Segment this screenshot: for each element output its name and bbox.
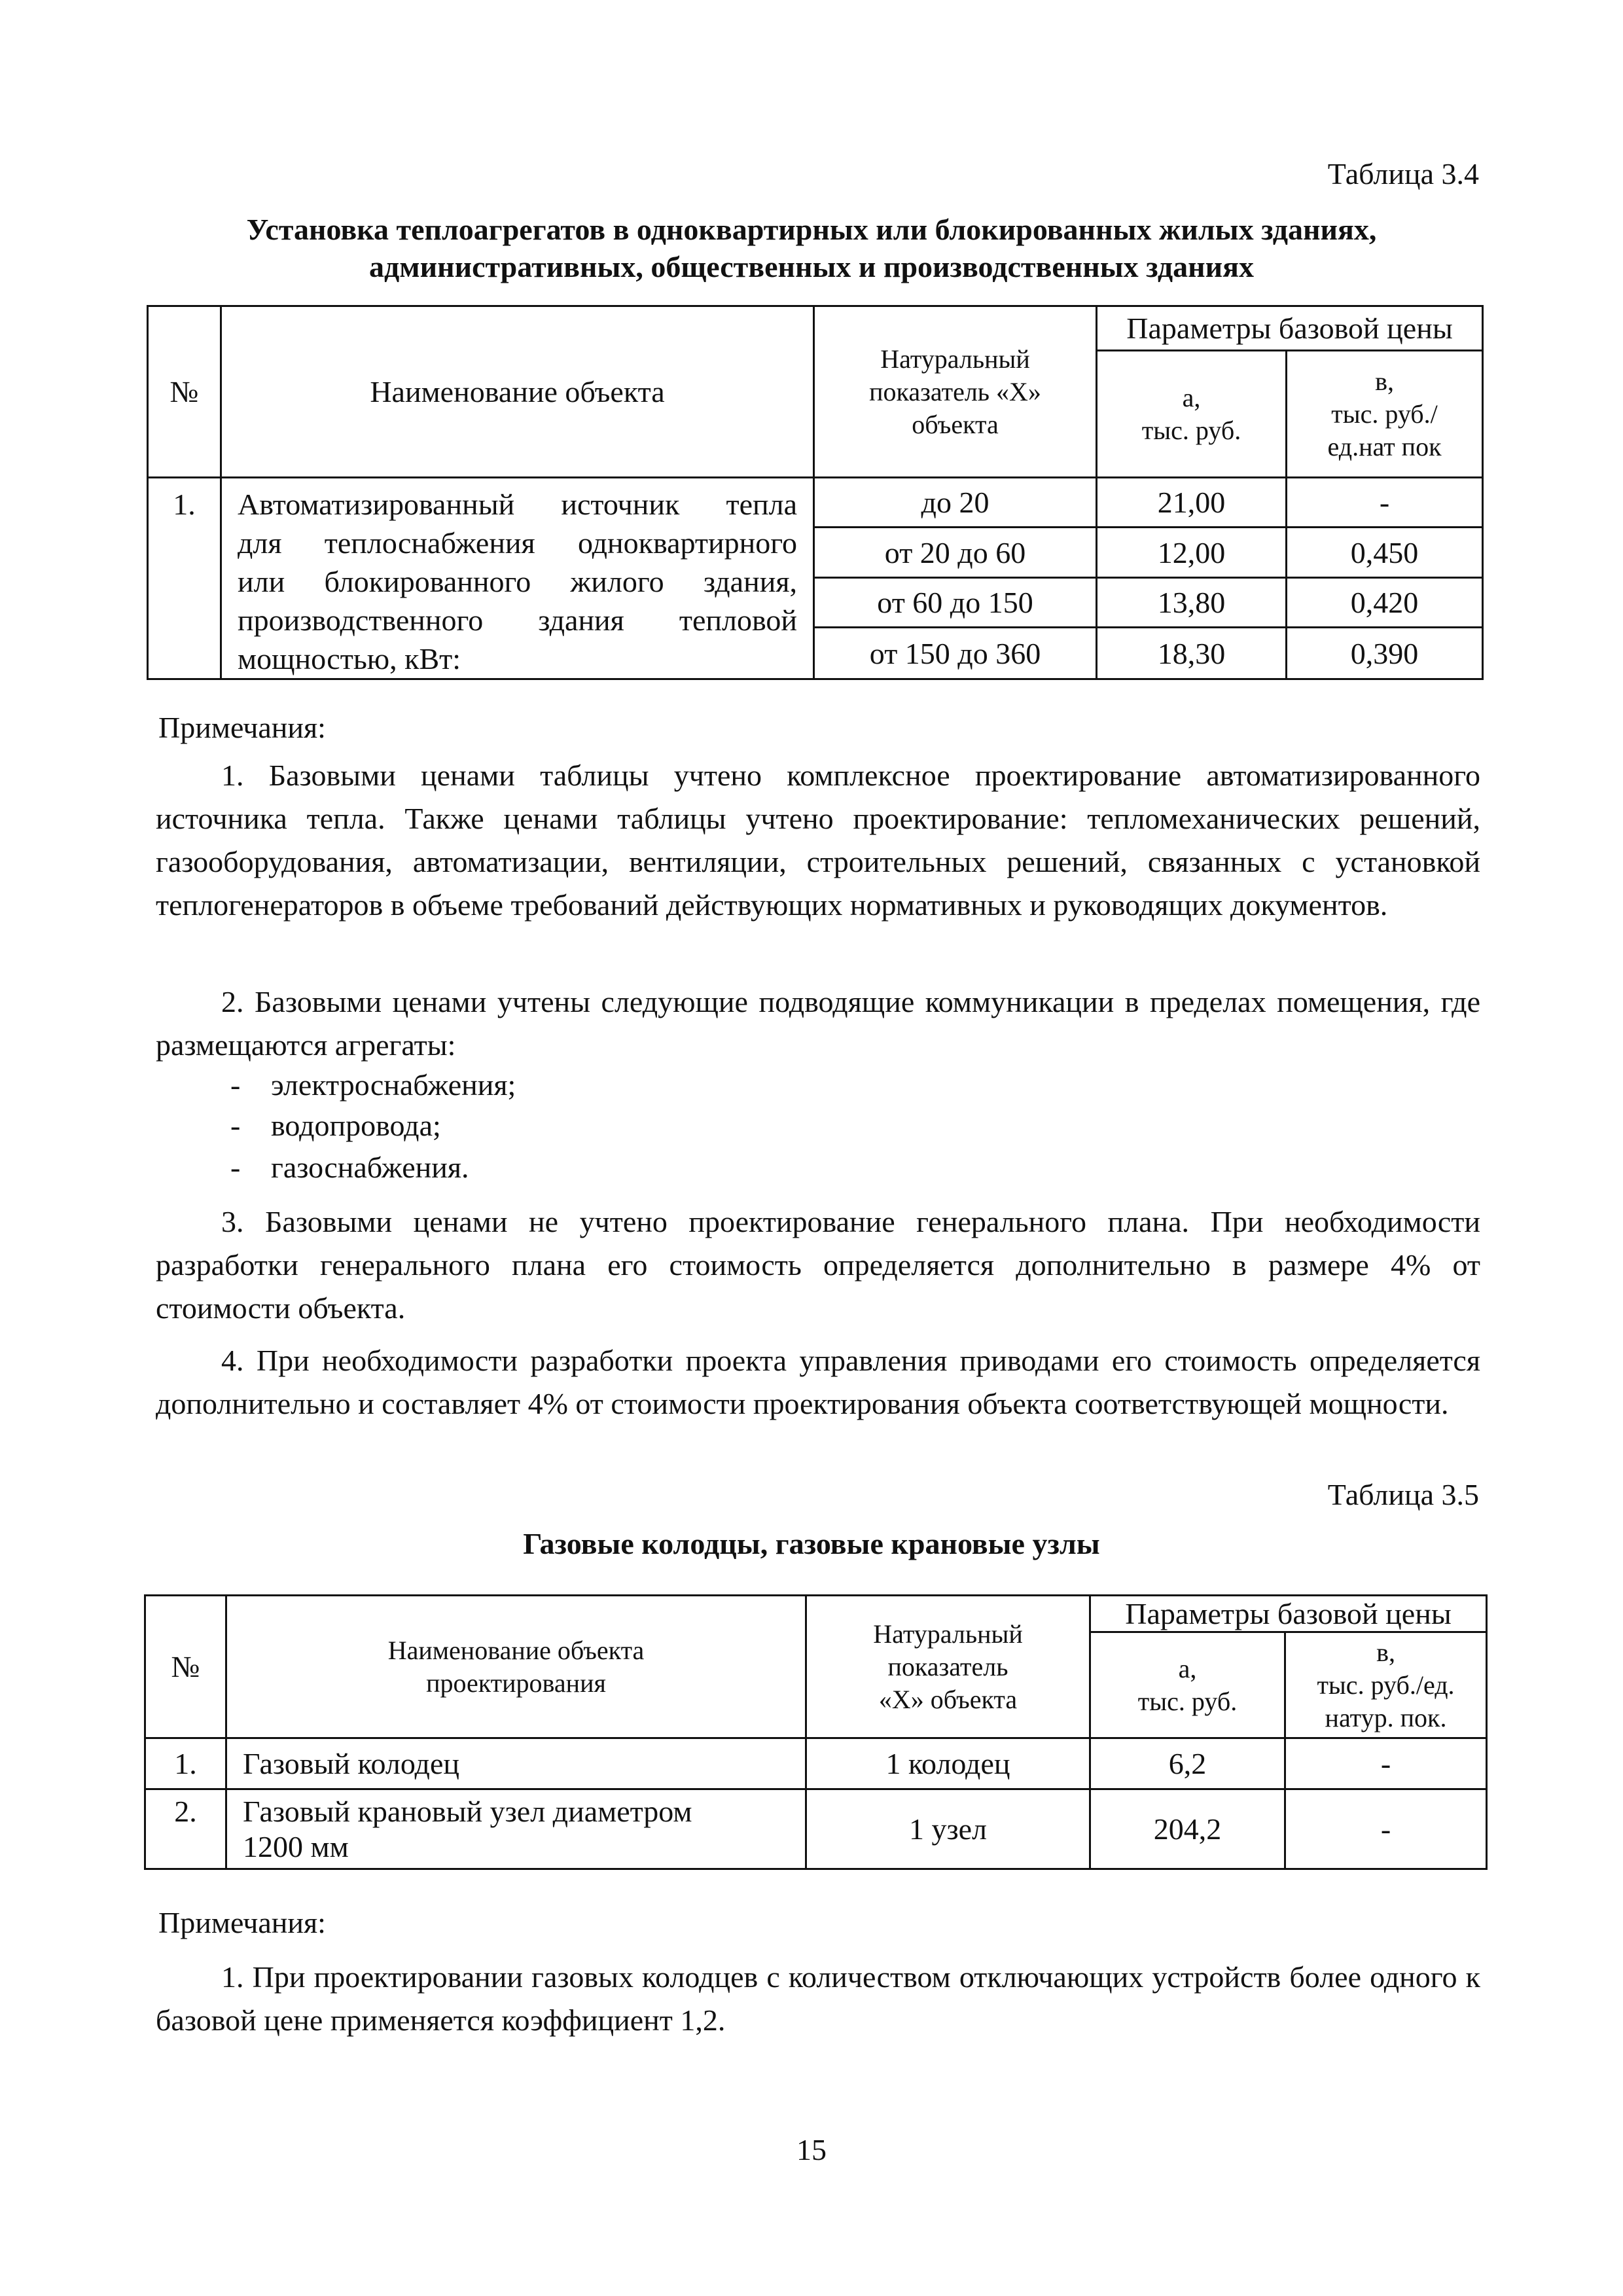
header-a — [1097, 351, 1287, 478]
row-2-name-line-1: Газовый крановый узел диаметром — [243, 1794, 692, 1828]
bullet-text: газоснабжения. — [271, 1151, 469, 1184]
header-a — [1090, 1632, 1285, 1738]
header-b — [1285, 1632, 1487, 1738]
row-3-a: 13,80 — [1097, 577, 1287, 627]
row-2-x: 1 узел — [806, 1789, 1090, 1869]
row-1-a: 21,00 — [1097, 478, 1287, 528]
row-2-a: 12,00 — [1097, 528, 1287, 577]
row-name-line-1: Автоматизированный источник тепла — [238, 488, 797, 521]
bullet-dash: - — [230, 1151, 241, 1184]
header-name-line-2: проектирования — [426, 1668, 606, 1698]
header-natural — [806, 1596, 1090, 1738]
header-a-line-2: тыс. руб. — [1137, 1686, 1238, 1716]
table-3-5-title: Газовые колодцы, газовые крановые узлы — [523, 1527, 1100, 1560]
bullet-item — [230, 1149, 469, 1186]
header-b-line-3: натур. пок. — [1325, 1702, 1447, 1732]
header-natural-line-1: Натуральный — [880, 344, 1030, 374]
header-num: № — [148, 306, 221, 478]
note-1: 1. При проектировании газовых колодцев с количеством отключающих устройств более одного к базовой цене применяется коэффициент 1,2. — [156, 1960, 1480, 2037]
row-1-num: 1. — [145, 1738, 226, 1789]
header-natural-line-1: Натуральный — [873, 1619, 1023, 1649]
header-natural-line-2: показатель «Х» — [869, 376, 1041, 406]
bullet-text: электроснабжения; — [271, 1068, 516, 1102]
table-3-4 — [147, 305, 1484, 680]
row-1-name-line-1: Газовый колодец — [243, 1747, 459, 1780]
row-4-a: 18,30 — [1097, 628, 1287, 679]
table-3-4-title-line-1: Установка теплоагрегатов в одноквартирных или блокированных жилых зданиях, — [246, 213, 1377, 246]
bullet-text: водопровода; — [271, 1109, 441, 1142]
header-a-line-2: тыс. руб. — [1141, 415, 1241, 445]
row-2-num: 2. — [145, 1789, 226, 1869]
row-3-b: 0,420 — [1287, 577, 1483, 627]
bullet-item — [230, 1107, 441, 1144]
note-3: 3. Базовыми ценами не учтено проектирование генерального плана. При необходимости разработки генерального плана его стоимость определяется дополнительно в размере 4% от стоимости объекта. — [156, 1205, 1480, 1325]
bullet-dash: - — [230, 1068, 241, 1102]
row-1-b: - — [1287, 478, 1483, 528]
row-name — [221, 478, 814, 679]
table-3-5 — [144, 1594, 1488, 1870]
row-2-b: 0,450 — [1287, 528, 1483, 577]
table-3-4-title — [131, 211, 1492, 285]
header-num: № — [145, 1596, 226, 1738]
row-1-a: 6,2 — [1090, 1738, 1285, 1789]
row-3-x: от 60 до 150 — [814, 577, 1097, 627]
row-2-b: - — [1285, 1789, 1487, 1869]
row-2-name-line-2: 1200 мм — [243, 1829, 349, 1863]
table-3-4-caption: Таблица 3.4 — [1327, 157, 1479, 190]
header-b-line-1: в, — [1376, 1637, 1395, 1667]
page-number: 15 — [796, 2133, 827, 2166]
header-b-line-3: ед.нат пок — [1327, 431, 1442, 461]
table-row — [148, 478, 1483, 528]
header-params: Параметры базовой цены — [1090, 1596, 1487, 1632]
header-natural — [814, 306, 1097, 478]
note-4: 4. При необходимости разработки проекта управления приводами его стоимость определяется дополнительно и составляет 4% от стоимости проектирования объекта соответствующей мощности. — [156, 1344, 1480, 1420]
row-2-a: 204,2 — [1090, 1789, 1285, 1869]
header-b — [1287, 351, 1483, 478]
header-name: Наименование объекта — [221, 306, 814, 478]
row-2-x: от 20 до 60 — [814, 528, 1097, 577]
header-params: Параметры базовой цены — [1097, 306, 1483, 351]
bullet-item — [230, 1067, 516, 1103]
row-1-x: до 20 — [814, 478, 1097, 528]
header-natural-line-3: «Х» объекта — [878, 1684, 1018, 1714]
note-2: 2. Базовыми ценами учтены следующие подводящие коммуникации в пределах помещения, где размещаются агрегаты: — [156, 985, 1480, 1062]
row-1-x: 1 колодец — [806, 1738, 1090, 1789]
row-1-b: - — [1285, 1738, 1487, 1789]
header-a-line-1: а, — [1178, 1653, 1197, 1683]
row-name-line-5: мощностью, кВт: — [238, 642, 461, 675]
notes-heading: Примечания: — [158, 711, 326, 744]
header-natural-line-3: объекта — [912, 409, 999, 439]
header-name-line-1: Наименование объекта — [387, 1635, 645, 1665]
table-3-4-title-line-2: административных, общественных и производственных зданиях — [368, 250, 1254, 283]
bullet-dash: - — [230, 1109, 241, 1142]
notes-heading: Примечания: — [158, 1906, 326, 1939]
row-4-x: от 150 до 360 — [814, 628, 1097, 679]
table-row — [145, 1789, 1487, 1869]
row-name-line-3: или блокированного жилого здания, — [238, 565, 797, 598]
header-b-line-1: в, — [1375, 366, 1394, 396]
row-2-name — [226, 1789, 806, 1869]
row-4-b: 0,390 — [1287, 628, 1483, 679]
row-1-name — [226, 1738, 806, 1789]
header-name — [226, 1596, 806, 1738]
header-b-line-2: тыс. руб./ед. — [1317, 1670, 1455, 1700]
row-name-line-4: производственного здания тепловой — [238, 603, 797, 637]
table-3-5-caption: Таблица 3.5 — [1327, 1478, 1479, 1511]
note-1: 1. Базовыми ценами таблицы учтено комплексное проектирование автоматизированного источника тепла. Также ценами таблицы учтено проектирование: тепломеханических решений, газооборудования, автоматизации, вентиляции, строительных решений, связанных с установкой теплогенераторов в объеме требований действующих нормативных и руководящих документов. — [156, 759, 1480, 922]
header-natural-line-2: показатель — [887, 1651, 1008, 1681]
header-b-line-2: тыс. руб./ — [1331, 399, 1438, 429]
header-a-line-1: а, — [1182, 382, 1201, 412]
row-name-line-2: для теплоснабжения одноквартирного — [238, 526, 797, 560]
row-num: 1. — [148, 478, 221, 679]
table-row — [145, 1738, 1487, 1789]
